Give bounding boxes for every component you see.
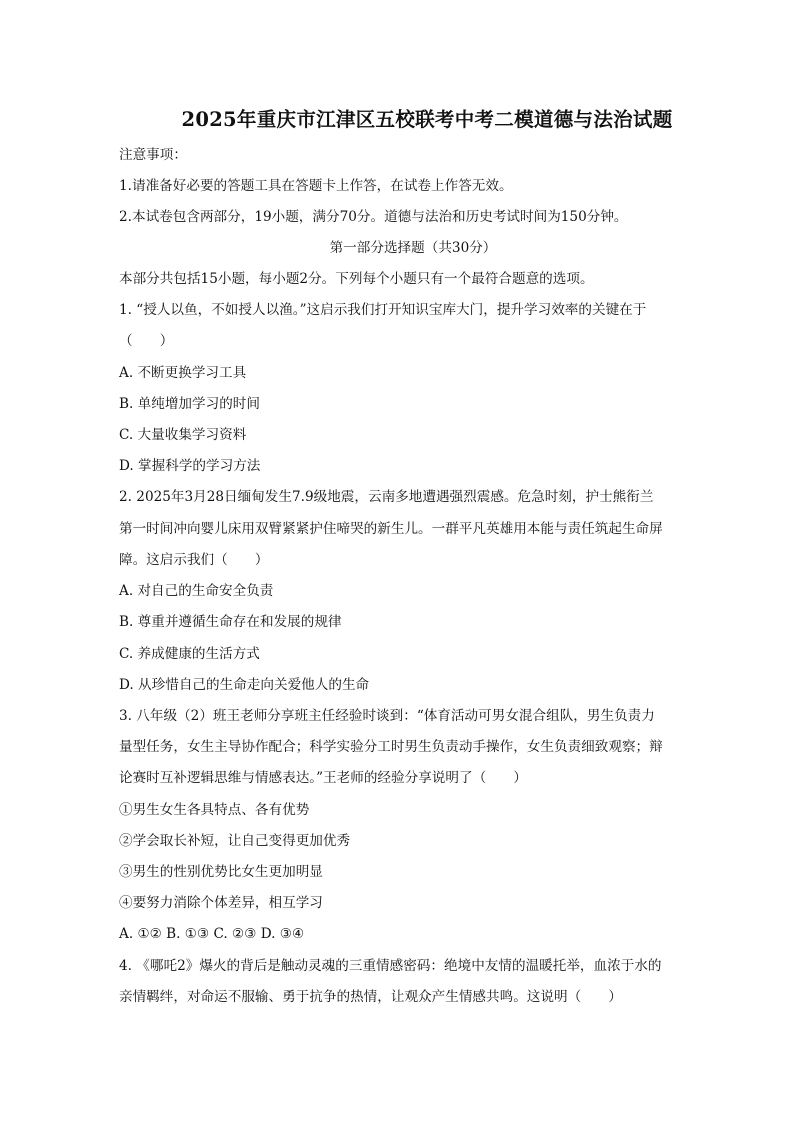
q1-stem-line: 1. “授人以鱼，不如授人以渔。”这启示我们打开知识宝库大门，提升学习效率的关键在于 bbox=[119, 302, 647, 318]
q4-stem-line: 4. 《哪吒2》爆火的背后是触动灵魂的三重情感密码：绝境中友情的温暖托举，血浓于水的 bbox=[119, 958, 662, 974]
q3-statement-1: ①男生女生各具特点、各有优势 bbox=[119, 802, 310, 818]
q2-option-d: D. 从珍惜自己的生命走向关爱他人的生命 bbox=[119, 677, 370, 693]
section-instruction: 本部分共包括15小题，每小题2分。下列每个小题只有一个最符合题意的选项。 bbox=[119, 271, 594, 287]
q1-option-a: A. 不断更换学习工具 bbox=[119, 365, 247, 381]
q1-option-b: B. 单纯增加学习的时间 bbox=[119, 396, 260, 412]
q2-stem-line: 第一时间冲向婴儿床用双臂紧紧护住啼哭的新生儿。一群平凡英雄用本能与责任筑起生命屏 bbox=[119, 521, 663, 537]
notice-heading: 注意事项： bbox=[119, 147, 187, 163]
q4-stem-line: 亲情羁绊，对命运不服输、勇于抗争的热情，让观众产生情感共鸣。这说明（ ） bbox=[119, 989, 622, 1005]
notice-item-1: 1.请准备好必要的答题工具在答题卡上作答，在试卷上作答无效。 bbox=[119, 178, 513, 194]
q3-stem-line: 3. 八年级（2）班王老师分享班主任经验时谈到：“体育活动可男女混合组队，男生负责力 bbox=[119, 708, 655, 724]
q2-option-a: A. 对自己的生命安全负责 bbox=[119, 583, 274, 599]
q3-stem-line: 论赛时互补逻辑思维与情感表达。”王老师的经验分享说明了（ ） bbox=[119, 770, 527, 786]
q3-stem-line: 量型任务，女生主导协作配合；科学实验分工时男生负责动手操作，女生负责细致观察；辩 bbox=[119, 739, 663, 755]
q1-stem-line: （ ） bbox=[119, 333, 174, 349]
q3-options: A. ①② B. ①③ C. ②③ D. ③④ bbox=[119, 926, 305, 942]
q3-statement-3: ③男生的性别优势比女生更加明显 bbox=[119, 864, 323, 880]
q2-option-c: C. 养成健康的生活方式 bbox=[119, 646, 260, 662]
q3-statement-2: ②学会取长补短，让自己变得更加优秀 bbox=[119, 833, 351, 849]
exam-title: 2025年重庆市江津区五校联考中考二模道德与法治试题 bbox=[181, 108, 673, 131]
q1-option-d: D. 掌握科学的学习方法 bbox=[119, 458, 261, 474]
q2-option-b: B. 尊重并遵循生命存在和发展的规律 bbox=[119, 614, 342, 630]
section-title: 第一部分选择题（共30分） bbox=[329, 240, 497, 256]
q3-statement-4: ④要努力消除个体差异，相互学习 bbox=[119, 895, 323, 911]
q2-stem-line: 障。这启示我们（ ） bbox=[119, 552, 269, 568]
notice-item-2: 2.本试卷包含两部分，19小题，满分70分。道德与法治和历史考试时间为150分钟。 bbox=[119, 209, 628, 225]
q2-stem-line: 2. 2025年3月28日缅甸发生7.9级地震，云南多地遭遇强烈震感。危急时刻，护士熊衔兰 bbox=[119, 489, 654, 505]
q1-option-c: C. 大量收集学习资料 bbox=[119, 427, 247, 443]
